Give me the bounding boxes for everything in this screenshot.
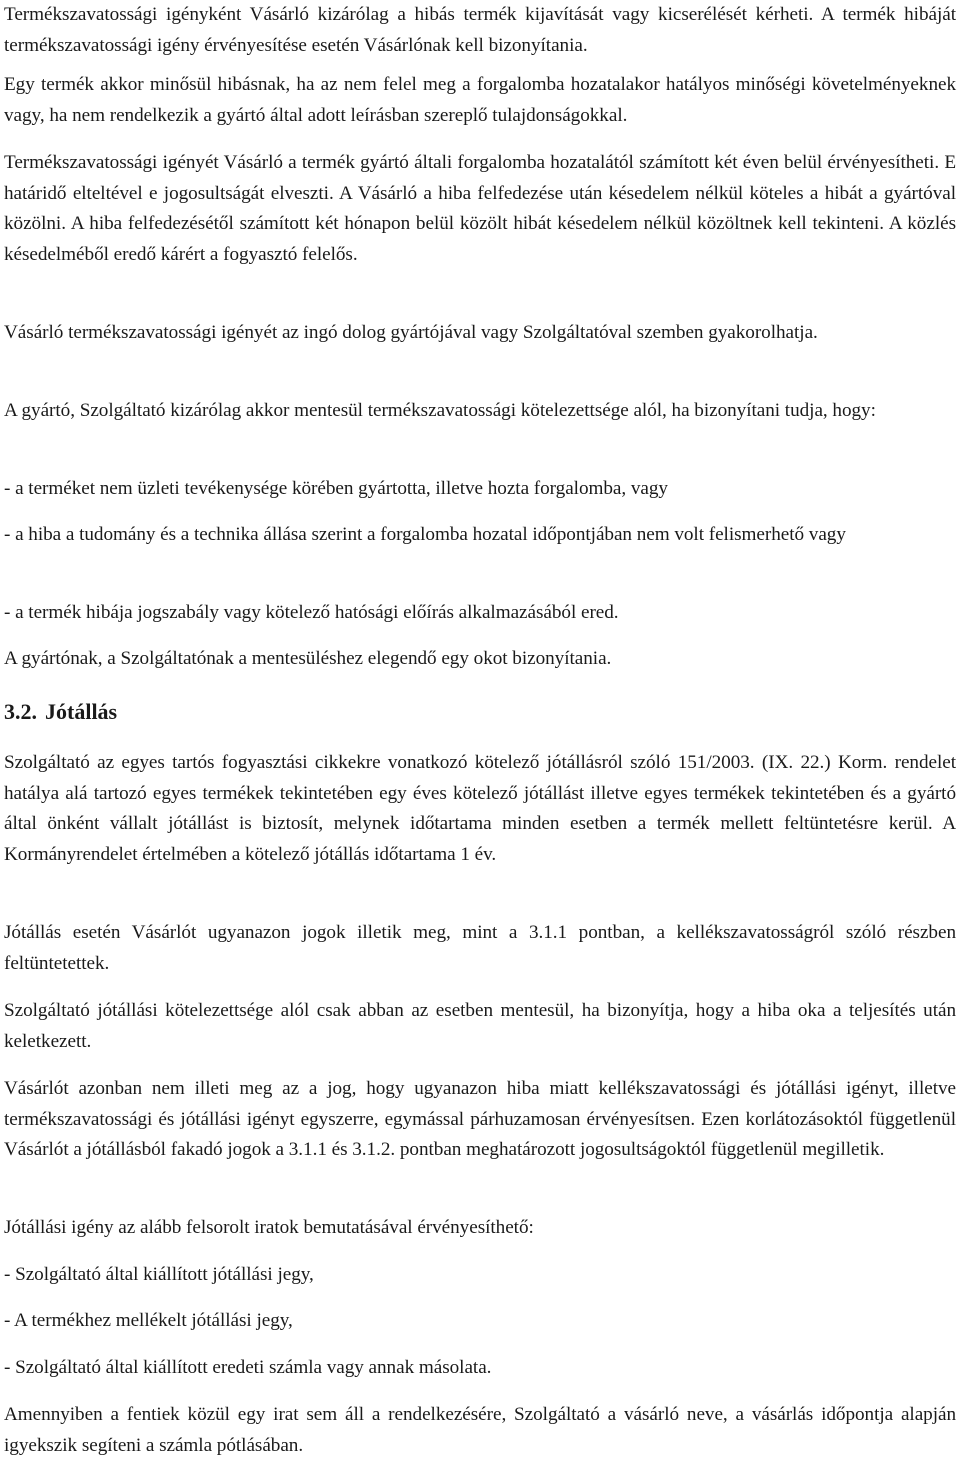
paragraph-mandatory-guarantee: Szolgáltató az egyes tartós fogyasztási cikkekre vonatkozó kötelező jótállásról szóló 151/2003. (IX. 22.) Korm. rendelet hatálya alá tartozó egyes termékek tekintetében egy éves kötelező jótállást illetve egyes termékek tekintetében és a gyártó által önként vállalt jótállást is biztosít, melynek időtartama minden esetben a termék mellett feltüntetésre kerül. A Kormányrendelet értelmében a kötelező jótállás időtartama 1 év. (4, 752, 956, 865)
section-number: 3.2. (4, 699, 37, 724)
list-item-document-3: - Szolgáltató által kiállított eredeti számla vagy annak másolata. (4, 1357, 492, 1378)
list-item-exemption-3: - a termék hibája jogszabály vagy kötelező hatósági előírás alkalmazásából ered. (4, 602, 619, 623)
paragraph-defect-definition: Egy termék akkor minősül hibásnak, ha az nem felel meg a forgalomba hozatalakor hatályos minőségi követelményeknek vagy, ha nem rendelkezik a gyártó által adott leírásban szereplő tulajdonságokkal. (4, 74, 956, 126)
list-item-document-2: - A termékhez mellékelt jótállási jegy, (4, 1310, 293, 1331)
paragraph-documents-intro: Jótállási igény az alább felsorolt iratok bemutatásával érvényesíthető: (4, 1217, 534, 1238)
paragraph-claim-against-manufacturer: Vásárló termékszavatossági igényét az ingó dolog gyártójával vagy Szolgáltatóval szemben gyakorolhatja. (4, 322, 818, 343)
paragraph-invoice-replacement: Amennyiben a fentiek közül egy irat sem áll a rendelkezésére, Szolgáltató a vásárló neve, a vásárlás időpontja alapján igyekszik segíteni a számla pótlásában. (4, 1404, 956, 1456)
list-item-exemption-2: - a hiba a tudomány és a technika állása szerint a forgalomba hozatal időpontjában nem volt felismerhető vagy (4, 524, 846, 545)
paragraph-guarantee-rights: Jótállás esetén Vásárlót ugyanazon jogok illetik meg, mint a 3.1.1 pontban, a kellékszavatosságról szóló részben feltüntetettek. (4, 922, 956, 974)
list-item-document-1: - Szolgáltató által kiállított jótállási jegy, (4, 1264, 314, 1285)
list-item-exemption-1: - a terméket nem üzleti tevékenysége körében gyártotta, illetve hozta forgalomba, vagy (4, 478, 668, 499)
section-title: Jótállás (45, 699, 118, 724)
section-heading (4, 697, 117, 727)
paragraph-product-warranty-claim: Termékszavatossági igényként Vásárló kizárólag a hibás termék kijavítását vagy kicserélését kérheti. A termék hibáját termékszavatossági igény érvényesítése esetén Vásárlónak kell bizonyítania. (4, 4, 956, 56)
paragraph-claim-deadline: Termékszavatossági igényét Vásárló a termék gyártó általi forgalomba hozatalától számított két éven belül érvényesítheti. E határidő elteltével e jogosultságát elveszti. A Vásárló a hiba felfedezése után késedelem nélkül köteles a hibát a gyártóval közölni. A hiba felfedezésétől számított két hónapon belül közölt hibát késedelem nélkül közöltnek kell tekinteni. A közlés késedelméből eredő kárért a fogyasztó felelős. (4, 152, 956, 265)
paragraph-one-reason-enough: A gyártónak, a Szolgáltatónak a mentesüléshez elegendő egy okot bizonyítania. (4, 648, 612, 669)
paragraph-exemption-intro: A gyártó, Szolgáltató kizárólag akkor mentesül termékszavatossági kötelezettsége alól, ha bizonyítani tudja, hogy: (4, 400, 876, 421)
paragraph-parallel-claims: Vásárlót azonban nem illeti meg az a jog, hogy ugyanazon hiba miatt kellékszavatossági és jótállási igényt, illetve termékszavatossági és jótállási igényt egyszerre, egymással párhuzamosan érvényesítsen. Ezen korlátozásoktól függetlenül Vásárlót a jótállásból fakadó jogok a 3.1.1 és 3.1.2. pontban meghatározott jogosultságoktól függetlenül megilletik. (4, 1078, 956, 1160)
paragraph-guarantee-exemption: Szolgáltató jótállási kötelezettsége alól csak abban az esetben mentesül, ha bizonyítja, hogy a hiba oka a teljesítés után keletkezett. (4, 1000, 956, 1052)
